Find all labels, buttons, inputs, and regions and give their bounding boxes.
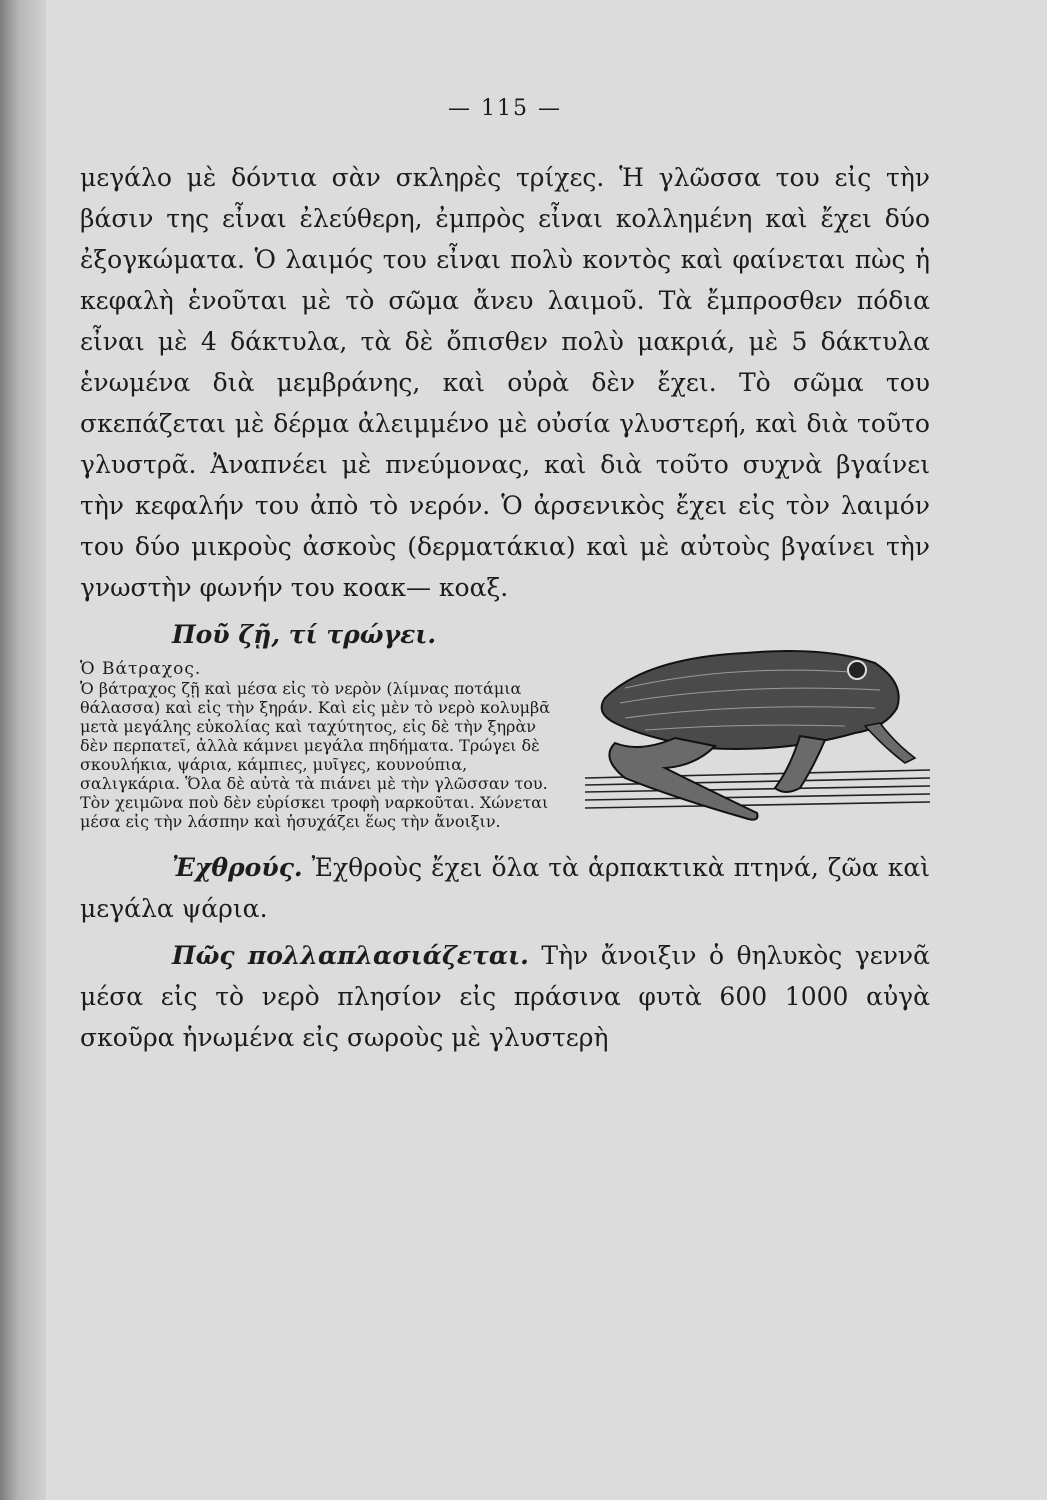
paragraph-anatomy: μεγάλο μὲ δόντια σὰν σκληρὲς τρίχες. Ἡ γλῶσσα του εἰς τὴν βάσιν της εἶναι ἐλεύθερη, ἐμπρὸς εἶναι κολλημένη καὶ ἔχει δύο ἐξογκώματα. Ὁ λαιμός του εἶναι πολὺ κοντὸς καὶ φαίνεται πὼς ἡ κεφαλὴ ἑνοῦται μὲ τὸ σῶμα ἄνευ λαιμοῦ. Τὰ ἔμπροσθεν πόδια εἶναι μὲ 4 δάκτυλα, τὰ δὲ ὄπισθεν πολὺ μακριά, μὲ 5 δάκτυλα ἑνωμένα διὰ μεμβράνης, καὶ οὐρὰ δὲν ἔχει. Τὸ σῶμα του σκεπάζεται μὲ δέρμα ἀλειμμένο μὲ οὐσία γλυστερή, καὶ διὰ τοῦτο γλυστρᾶ. Ἀναπνέει μὲ πνεύμονας, καὶ διὰ τοῦτο συχνὰ βγαίνει τὴν κεφαλήν του ἀπὸ τὸ νερόν. Ὁ ἀρσενικὸς ἔχει εἰς τὸν λαιμόν του δύο μικροὺς ἀσκοὺς (δερματάκια) καὶ μὲ αὐτοὺς βγαίνει τὴν γνωστὴν φωνήν του κοακ— κοαξ. (80, 163, 930, 602)
enemies-text: Ἐχθροὺς ἔχει ὅλα τὰ ἁρπακτικὰ πτηνά, ζῶα καὶ μεγάλα ψάρια. (80, 853, 931, 923)
figure-caption: Ὁ Βάτραχος. (80, 659, 202, 679)
paragraph-reproduction (80, 935, 930, 1058)
frog-illustration (585, 628, 930, 838)
book-page (80, 96, 930, 1058)
page-number: — 115 — (448, 96, 562, 121)
reproduction-text: Τὴν ἄνοιξιν ὁ θηλυκὸς γεννᾶ μέσα εἰς τὸ νερὸ πλησίον εἰς πράσινα φυτὰ 600 1000 αὐγὰ σκοῦρα ἡνωμένα εἰς σωροὺς μὲ γλυστερὴ (80, 941, 930, 1052)
heading-enemies: Ἐχθρούς. (172, 853, 303, 882)
paragraph-enemies (80, 847, 930, 929)
habitat-text: Ὁ βάτραχος ζῇ καὶ μέσα εἰς τὸ νερὸν (λίμνας ποτάμια θάλασσα) καὶ εἰς τὴν ξηράν. Καὶ εἰς μὲν τὸ νερὸ κολυμβᾶ μετὰ μεγάλης εὐκολίας καὶ ταχύτητος, εἰς δὲ τὴν ξηρὰν δὲν περπατεῖ, ἀλλὰ κάμνει μεγάλα πηδήματα. Τρώγει δὲ σκουλήκια, ψάρια, κάμπιες, μυῖγες, κουνούπια, σαλιγκάρια. Ὅλα δὲ αὐτὰ τὰ πιάνει μὲ τὴν γλῶσσαν του. Τὸν χειμῶνα ποὺ δὲν εὑρίσκει τροφὴ ναρκοῦται. Χώνεται μέσα εἰς τὴν λάσπην καὶ ἡσυχάζει ἕως τὴν ἄνοιξιν. (80, 679, 551, 831)
heading-reproduction: Πῶς πολλαπλασιάζεται. (172, 941, 529, 970)
book-binding-shadow (0, 0, 46, 1500)
frog-figure (585, 628, 930, 838)
heading-habitat: Ποῦ ζῇ, τί τρώγει. (172, 620, 437, 649)
paragraph-habitat (80, 614, 930, 655)
